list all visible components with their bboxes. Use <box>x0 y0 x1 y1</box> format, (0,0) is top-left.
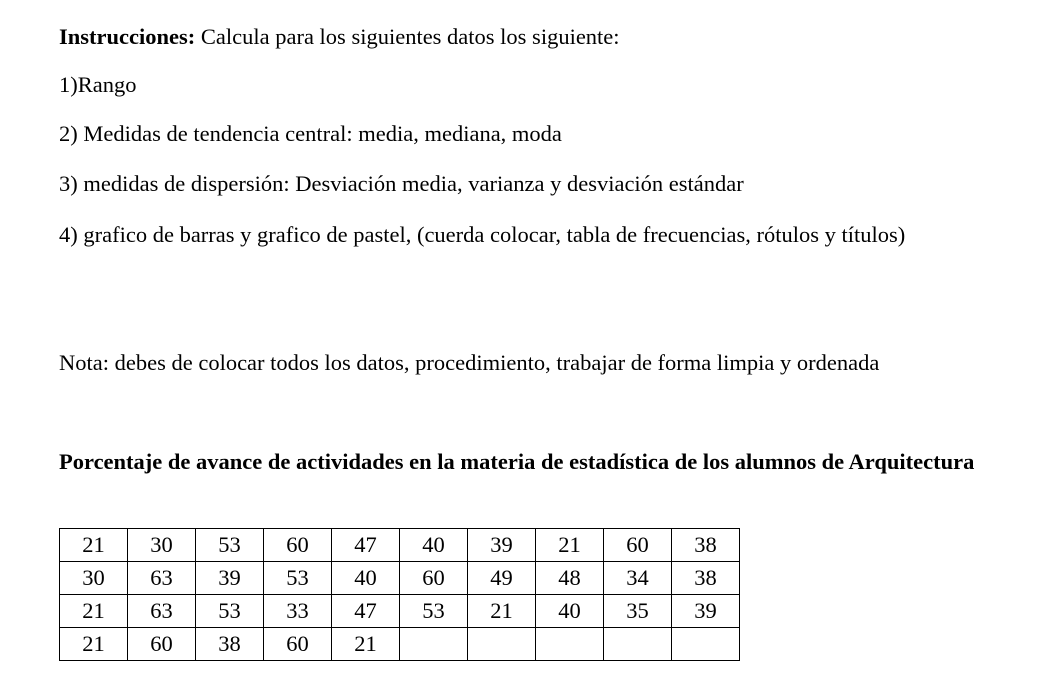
table-cell: 53 <box>400 595 468 628</box>
item-rango: 1)Rango <box>59 72 137 97</box>
table-cell <box>604 628 672 661</box>
table-cell: 38 <box>672 562 740 595</box>
table-cell: 21 <box>60 628 128 661</box>
item-tendencia-central: 2) Medidas de tendencia central: media, mediana, moda <box>59 121 562 146</box>
note-text: Nota: debes de colocar todos los datos, procedimiento, trabajar de forma limpia y ordenada <box>59 350 880 375</box>
table-cell <box>672 628 740 661</box>
item-graficos: 4) grafico de barras y grafico de pastel, (cuerda colocar, tabla de frecuencias, rótulos y títulos) <box>59 222 906 247</box>
table-row <box>60 628 740 661</box>
table-cell: 21 <box>60 595 128 628</box>
table-cell: 40 <box>332 562 400 595</box>
table-cell: 39 <box>672 595 740 628</box>
data-table <box>59 528 740 661</box>
table-cell: 33 <box>264 595 332 628</box>
table-cell: 63 <box>128 562 196 595</box>
table-cell: 48 <box>536 562 604 595</box>
table-cell: 60 <box>400 562 468 595</box>
table-cell <box>536 628 604 661</box>
table-cell: 47 <box>332 595 400 628</box>
table-cell: 60 <box>264 529 332 562</box>
table-cell: 35 <box>604 595 672 628</box>
table-cell: 39 <box>468 529 536 562</box>
table-cell: 38 <box>196 628 264 661</box>
table-cell: 38 <box>672 529 740 562</box>
table-cell <box>400 628 468 661</box>
table-cell: 49 <box>468 562 536 595</box>
table-cell: 30 <box>60 562 128 595</box>
table-cell: 21 <box>468 595 536 628</box>
table-row <box>60 562 740 595</box>
item-dispersion: 3) medidas de dispersión: Desviación media, varianza y desviación estándar <box>59 171 744 196</box>
table-cell: 60 <box>264 628 332 661</box>
table-cell: 39 <box>196 562 264 595</box>
instructions-line <box>59 22 620 52</box>
table-title: Porcentaje de avance de actividades en la materia de estadística de los alumnos de Arquitectura <box>59 449 975 474</box>
instructions-text: Calcula para los siguientes datos los siguiente: <box>195 24 620 49</box>
table-cell <box>468 628 536 661</box>
table-row <box>60 595 740 628</box>
table-cell: 60 <box>604 529 672 562</box>
table-cell: 53 <box>196 529 264 562</box>
table-cell: 63 <box>128 595 196 628</box>
table-cell: 21 <box>536 529 604 562</box>
table-cell: 60 <box>128 628 196 661</box>
table-cell: 47 <box>332 529 400 562</box>
instructions-label: Instrucciones: <box>59 24 196 49</box>
table-cell: 53 <box>196 595 264 628</box>
table-cell: 30 <box>128 529 196 562</box>
table-cell: 40 <box>536 595 604 628</box>
table-cell: 40 <box>400 529 468 562</box>
table-cell: 34 <box>604 562 672 595</box>
table-cell: 21 <box>60 529 128 562</box>
table-cell: 53 <box>264 562 332 595</box>
table-row <box>60 529 740 562</box>
table-cell: 21 <box>332 628 400 661</box>
